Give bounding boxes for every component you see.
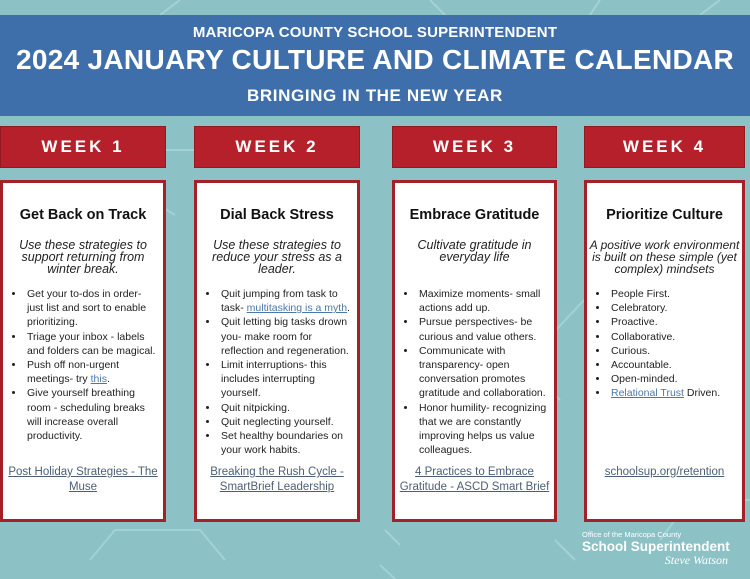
list-item: • Maximize moments- small actions add up. bbox=[417, 287, 550, 315]
footer-person: Steve Watson bbox=[664, 553, 728, 567]
week-3-list bbox=[395, 287, 550, 457]
list-item: • Give yourself breathing room - scheduling breaks will increase overall productivity. bbox=[25, 386, 159, 443]
week-1-heading: Get Back on Track bbox=[19, 207, 147, 223]
list-item: • Quit letting big tasks drown you- make room for reflection and regeneration. bbox=[219, 315, 353, 358]
this-link[interactable]: this bbox=[90, 373, 107, 386]
list-item: • Triage your inbox - labels and folders can be magical. bbox=[25, 330, 159, 358]
list-item: • Proactive. bbox=[609, 315, 738, 329]
week-4-card bbox=[584, 180, 745, 522]
list-item: • Accountable. bbox=[609, 358, 738, 372]
week-2-banner: WEEK 2 bbox=[194, 126, 360, 168]
week-1-source-link[interactable]: Post Holiday Strategies - The Muse bbox=[8, 466, 158, 493]
week-2-list bbox=[197, 287, 353, 457]
organization-name: MARICOPA COUNTY SCHOOL SUPERINTENDENT bbox=[192, 24, 558, 41]
week-4-source-link[interactable]: schoolsup.org/retention bbox=[604, 466, 725, 478]
week-1-banner: WEEK 1 bbox=[0, 126, 166, 168]
week-3-card bbox=[392, 180, 557, 522]
week-2-intro: Use these strategies to reduce your stress as a leader. bbox=[212, 238, 342, 276]
page-subtitle: BRINGING IN THE NEW YEAR bbox=[247, 86, 503, 105]
list-item: • Quit neglecting yourself. bbox=[219, 415, 353, 429]
week-3-intro: Cultivate gratitude in everyday life bbox=[417, 238, 532, 264]
week-3-banner: WEEK 3 bbox=[392, 126, 557, 168]
list-item: • Pursue perspectives- be curious and value others. bbox=[417, 315, 550, 343]
week-1-card bbox=[0, 180, 166, 522]
relational-trust-link[interactable]: Relational Trust bbox=[611, 387, 684, 400]
week-4-heading: Prioritize Culture bbox=[606, 207, 723, 223]
list-item: • Celebratory. bbox=[609, 301, 738, 315]
list-item: • People First. bbox=[609, 287, 738, 301]
week-2-source-link[interactable]: Breaking the Rush Cycle - SmartBrief Leadership bbox=[210, 466, 344, 493]
multitasking-myth-link[interactable]: multitasking is a myth bbox=[246, 302, 348, 315]
list-item: • Get your to-dos in order- just list and sort to enable prioritizing. bbox=[25, 287, 159, 330]
week-4-intro: A positive work environment is built on these simple (yet complex) mindsets bbox=[589, 238, 740, 276]
footer-name: School Superintendent bbox=[582, 539, 730, 554]
list-item: • Relational Trust Driven. bbox=[609, 386, 738, 400]
list-item: • Collaborative. bbox=[609, 330, 738, 344]
week-4-list bbox=[587, 287, 738, 401]
list-item: • Honor humility- recognizing that we are constantly improving helps us value colleagues. bbox=[417, 401, 550, 458]
page-title: 2024 JANUARY CULTURE AND CLIMATE CALENDAR bbox=[15, 44, 735, 75]
list-item: • Set healthy boundaries on your work habits. bbox=[219, 429, 353, 457]
list-item: • Quit nitpicking. bbox=[219, 401, 353, 415]
week-4-banner: WEEK 4 bbox=[584, 126, 745, 168]
week-1-intro: Use these strategies to support returning from winter break. bbox=[19, 238, 147, 276]
list-item: • Push off non-urgent meetings- try this. bbox=[25, 358, 159, 386]
week-3-source-link[interactable]: 4 Practices to Embrace Gratitude - ASCD Smart Brief bbox=[399, 466, 550, 493]
footer-logo bbox=[582, 530, 742, 567]
week-1-list bbox=[3, 287, 159, 443]
list-item: • Quit jumping from task to task- multitasking is a myth. bbox=[219, 287, 353, 315]
list-item: • Communicate with transparency- open conversation promotes gratitude and collaboration. bbox=[417, 344, 550, 401]
week-2-card bbox=[194, 180, 360, 522]
list-item: • Limit interruptions- this includes interrupting yourself. bbox=[219, 358, 353, 401]
week-3-heading: Embrace Gratitude bbox=[409, 207, 540, 223]
list-item: • Open-minded. bbox=[609, 372, 738, 386]
week-2-heading: Dial Back Stress bbox=[220, 207, 334, 223]
footer-office: Office of the Maricopa County bbox=[582, 530, 682, 539]
list-item: • Curious. bbox=[609, 344, 738, 358]
header-banner bbox=[0, 15, 750, 116]
